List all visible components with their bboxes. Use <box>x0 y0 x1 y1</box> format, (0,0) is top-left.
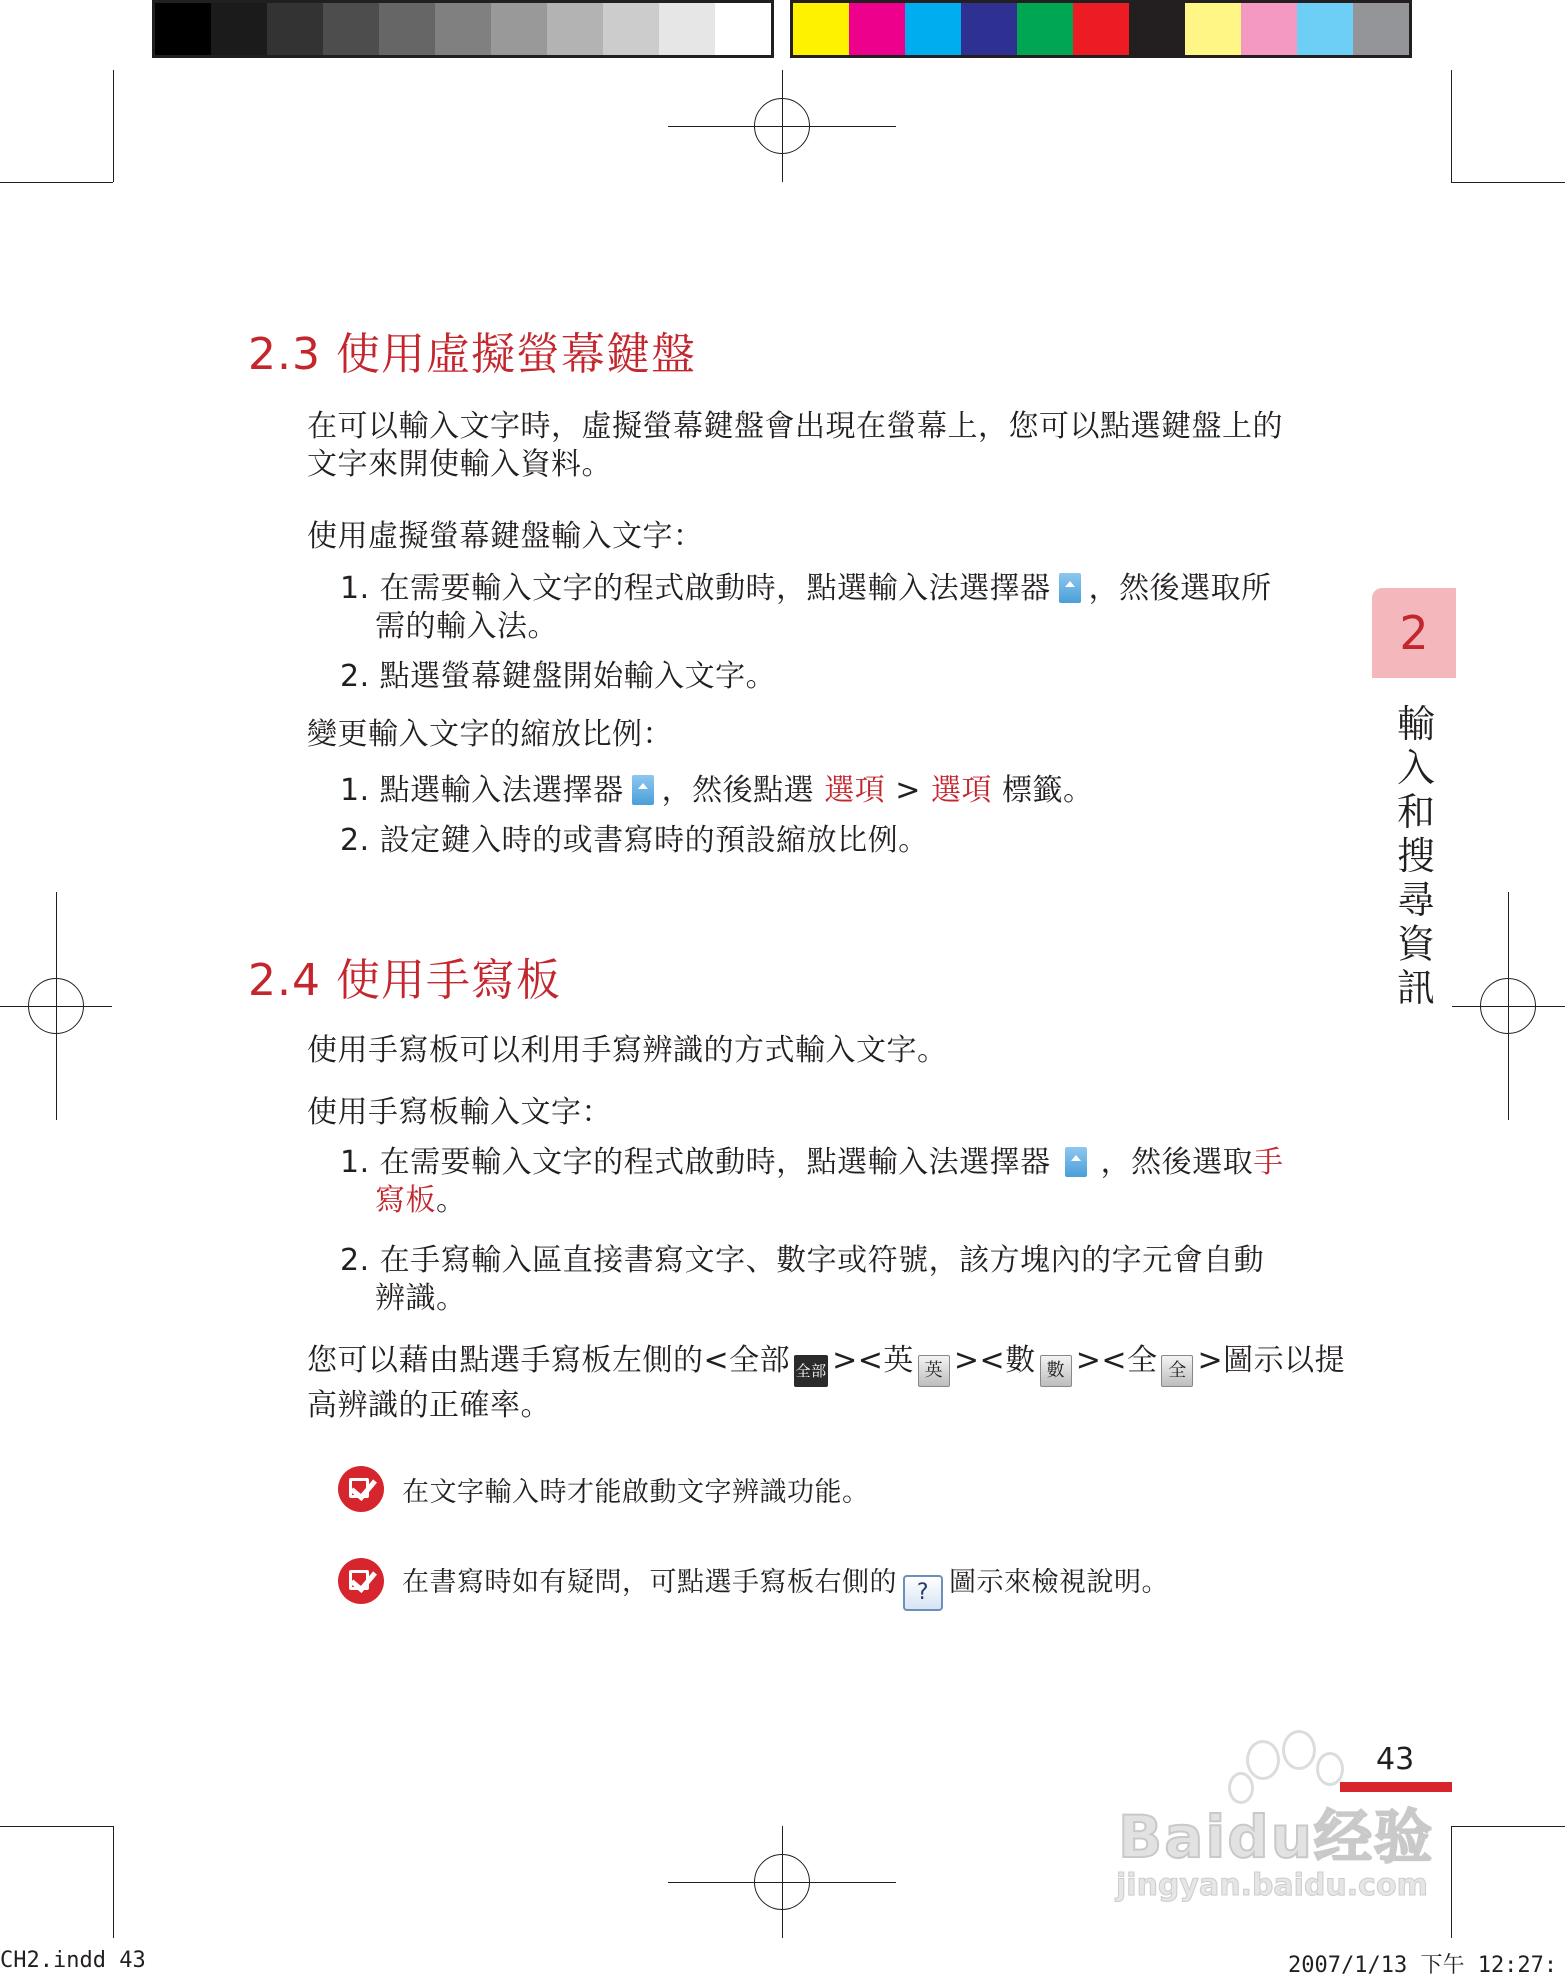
crop-mark <box>113 1826 114 1938</box>
help-icon[interactable]: ? <box>903 1575 943 1611</box>
color-swatch <box>793 3 849 55</box>
english-mode-key-icon[interactable]: 英 <box>918 1355 950 1387</box>
color-swatch <box>323 3 379 55</box>
footer-file-info: CH2.indd 43 <box>0 1948 146 1973</box>
gray-color-bar <box>152 0 774 58</box>
zoom-step-1-text-cont: ，然後點選 <box>661 773 815 808</box>
hw-step-1-text: 1. 在需要輸入文字的程式啟動時，點選輸入法選擇器 <box>340 1145 1051 1180</box>
recognition-tip <box>307 1342 1345 1425</box>
color-swatch <box>1129 3 1185 55</box>
handwriting-step-1 <box>340 1144 1284 1220</box>
note-2-text-end: 圖示來檢視說明。 <box>949 1567 1169 1598</box>
fullwidth-mode-key-icon[interactable]: 全 <box>1161 1355 1193 1387</box>
zoom-step-1 <box>340 772 1094 810</box>
zoom-step-1-text: 1. 點選輸入法選擇器 <box>340 773 624 808</box>
crop-mark <box>0 1826 113 1827</box>
chapter-title-char: 尋 <box>1396 878 1435 922</box>
keyboard-step-1 <box>340 570 1272 646</box>
paw-icon <box>1282 1730 1316 1770</box>
footer-timestamp: 2007/1/13 下午 12:27: <box>1288 1953 1558 1978</box>
keyboard-step-2: 2. 點選螢幕鍵盤開始輸入文字。 <box>340 659 777 694</box>
options-menu-label: 選項 <box>824 773 886 808</box>
color-swatch <box>1073 3 1129 55</box>
options-tab-label: 選項 <box>930 773 992 808</box>
note-1: 在文字輸入時才能啟動文字辨識功能。 <box>402 1477 870 1508</box>
page-number: 43 <box>1376 1742 1415 1777</box>
hw-step-1-text-cont: ，然後選取 <box>1100 1145 1254 1180</box>
color-swatch <box>849 3 905 55</box>
watermark-url: jingyan.baidu.com <box>1116 1868 1428 1903</box>
color-swatch <box>659 3 715 55</box>
step-1-text-cont: ，然後選取所 <box>1088 571 1272 606</box>
registration-circle <box>754 98 810 154</box>
section-2-4-title: 2.4 使用手寫板 <box>248 955 561 1006</box>
watermark-logo: Baidu经验 <box>1118 1803 1435 1871</box>
color-swatch <box>961 3 1017 55</box>
paw-icon <box>1316 1752 1344 1786</box>
crop-mark <box>1451 1826 1452 1938</box>
registration-circle <box>28 978 84 1034</box>
section-2-3-intro <box>307 408 1283 484</box>
color-swatch <box>155 3 211 55</box>
checkmark-note-icon <box>338 1466 384 1512</box>
number-mode-key-icon[interactable]: 數 <box>1040 1355 1072 1387</box>
chapter-tab: 2 <box>1372 588 1456 678</box>
handwriting-howto-heading: 使用手寫板輸入文字： <box>307 1095 612 1130</box>
keyboard-howto-heading: 使用虛擬螢幕鍵盤輸入文字： <box>307 519 704 554</box>
input-method-selector-icon[interactable] <box>1059 573 1081 603</box>
tip-text-full: ><全 <box>1075 1343 1158 1378</box>
chapter-title-char: 入 <box>1396 746 1435 790</box>
color-swatch <box>547 3 603 55</box>
note-2 <box>402 1564 1169 1611</box>
registration-circle <box>754 1854 810 1910</box>
crop-mark <box>0 182 113 183</box>
step-1-text-end: 需的輸入法。 <box>375 609 558 644</box>
chapter-title-char: 和 <box>1396 790 1435 834</box>
color-swatch <box>603 3 659 55</box>
crop-mark <box>1451 70 1452 182</box>
color-swatch <box>1185 3 1241 55</box>
handwriting-intro: 使用手寫板可以利用手寫辨識的方式輸入文字。 <box>307 1033 948 1068</box>
step-1-text: 1. 在需要輸入文字的程式啟動時，點選輸入法選擇器 <box>340 571 1051 606</box>
all-mode-key-icon[interactable]: 全部 <box>794 1355 828 1387</box>
color-swatch <box>211 3 267 55</box>
input-method-selector-icon[interactable] <box>1065 1147 1087 1177</box>
color-swatch <box>1353 3 1409 55</box>
crop-mark <box>1451 182 1565 183</box>
paw-icon <box>1246 1740 1280 1780</box>
color-swatch <box>491 3 547 55</box>
tip-text-num: ><數 <box>953 1343 1036 1378</box>
registration-circle <box>1480 978 1536 1034</box>
checkmark-note-icon <box>338 1558 384 1604</box>
tip-text: 您可以藉由點選手寫板左側的<全部 <box>307 1343 791 1378</box>
color-swatch <box>1297 3 1353 55</box>
color-swatch <box>905 3 961 55</box>
hw-step-1-end: 。 <box>436 1183 467 1218</box>
crop-mark <box>113 70 114 182</box>
chapter-title-char: 輸 <box>1396 702 1435 746</box>
color-swatch <box>1241 3 1297 55</box>
zoom-heading: 變更輸入文字的縮放比例： <box>307 717 673 752</box>
handwriting-pad-label-cont: 寫板 <box>375 1183 436 1218</box>
chapter-title-char: 搜 <box>1396 834 1435 878</box>
zoom-step-1-text-end: 標籤。 <box>1002 773 1094 808</box>
section-2-3-title: 2.3 使用虛擬螢幕鍵盤 <box>248 329 696 380</box>
tip-line-2: 高辨識的正確率。 <box>307 1388 551 1423</box>
intro-line-2: 文字來開使輸入資料。 <box>307 447 612 482</box>
hw-step-2-line-2: 辨識。 <box>375 1281 467 1316</box>
handwriting-pad-label: 手 <box>1253 1145 1284 1180</box>
chapter-title-char: 資 <box>1396 922 1435 966</box>
hw-step-2-line-1: 2. 在手寫輸入區直接書寫文字、數字或符號，該方塊內的字元會自動 <box>340 1243 1265 1278</box>
color-swatch <box>267 3 323 55</box>
input-method-selector-icon[interactable] <box>632 775 654 805</box>
color-swatch <box>1017 3 1073 55</box>
note-2-text: 在書寫時如有疑問，可點選手寫板右側的 <box>402 1567 897 1598</box>
color-swatch <box>435 3 491 55</box>
crop-mark <box>1451 1826 1565 1827</box>
tip-text-end: >圖示以提 <box>1197 1343 1346 1378</box>
menu-separator: > <box>895 773 921 808</box>
tip-text-en: ><英 <box>832 1343 914 1378</box>
zoom-step-2: 2. 設定鍵入時的或書寫時的預設縮放比例。 <box>340 823 929 858</box>
chapter-title-char: 訊 <box>1396 966 1435 1010</box>
intro-line-1: 在可以輸入文字時，虛擬螢幕鍵盤會出現在螢幕上，您可以點選鍵盤上的 <box>307 409 1283 444</box>
process-color-bar <box>790 0 1412 58</box>
color-swatch <box>379 3 435 55</box>
color-swatch <box>715 3 771 55</box>
handwriting-step-2 <box>340 1242 1264 1318</box>
chapter-title-vertical <box>1394 702 1438 1010</box>
